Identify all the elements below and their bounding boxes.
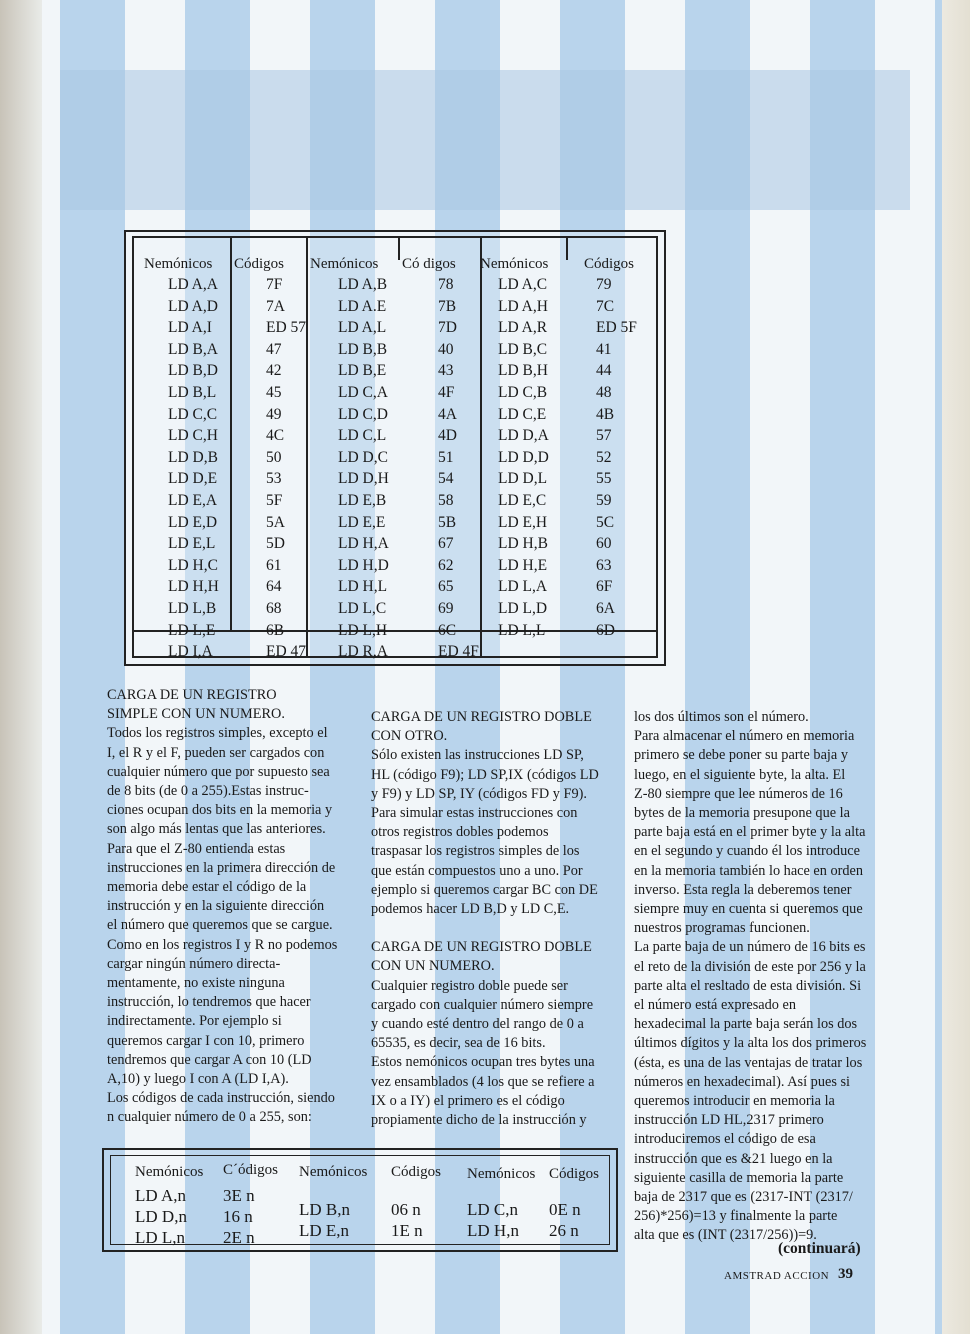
- text-line: Estos nemónicos ocupan tres bytes una: [371, 1054, 595, 1071]
- table-cell-mnemonic: LD C,L: [338, 427, 387, 445]
- table-cell-code: 6D: [596, 621, 615, 639]
- text-line: inverso. Esta regla la deberemos tener: [634, 881, 852, 898]
- table-cell-code: 1E n: [391, 1221, 423, 1240]
- table-cell-code: 7F: [266, 276, 283, 293]
- table-cell-mnemonic: LD H,L: [338, 578, 388, 596]
- body-text: [107, 724, 354, 1127]
- table-cell-code: 69: [438, 600, 454, 617]
- table-cell-mnemonic: LD H,E: [498, 556, 548, 574]
- text-line: IX o a IY) el primero es el código: [371, 1092, 565, 1109]
- text-line: y F9) y LD SP, IY (códigos FD y F9).: [371, 785, 587, 802]
- table-cell-mnemonic: LD E,H: [498, 513, 548, 531]
- table-cell-mnemonic: LD A,L: [338, 319, 387, 337]
- table-cell-mnemonic: LD E,A: [168, 492, 218, 509]
- table-cell-code: 48: [596, 384, 612, 401]
- table-cell-code: 68: [266, 600, 282, 617]
- column-divider: [480, 238, 482, 658]
- table-cell-code: 5A: [266, 513, 285, 531]
- table-cell-mnemonic: LD B,E: [338, 362, 387, 380]
- text-line: vez ensamblados (4 los que se refiere a: [371, 1073, 595, 1090]
- table-cell-code: 7A: [266, 297, 285, 315]
- table-cell-mnemonic: LD A,I: [168, 319, 212, 337]
- table-cell-mnemonic: LD L,n: [135, 1228, 186, 1247]
- table-cell-code: 59: [596, 492, 612, 509]
- table-cell-code: 44: [596, 362, 612, 380]
- body-text: [371, 746, 616, 919]
- section-heading: CARGA DE UN REGISTRO DOBLE: [371, 709, 592, 725]
- table-cell-code: 4C: [266, 427, 285, 445]
- table-cell-code: 60: [596, 535, 612, 553]
- table-cell-code: 55: [596, 470, 612, 488]
- table-cell-code: 7C: [596, 297, 615, 315]
- table-cell-code: 61: [266, 556, 282, 574]
- column-divider: [230, 238, 232, 630]
- text-line: y cuando esté dentro del rango de 0 a: [371, 1016, 584, 1033]
- table-cell-mnemonic: LD B,C: [498, 340, 548, 358]
- header-mnemonics-2: Nemónicos: [299, 1164, 368, 1180]
- table-cell-mnemonic: LD C,n: [467, 1200, 518, 1219]
- table-cell-mnemonic: LD A,D: [168, 297, 218, 315]
- table-cell-mnemonic: LD L,E: [168, 621, 216, 639]
- header-codes-1: Códigos: [234, 256, 285, 272]
- table-cell-mnemonic: LD C,H: [168, 427, 218, 445]
- table-cell-code: ED 47: [266, 643, 307, 661]
- table-cell-code: 16 n: [223, 1207, 253, 1226]
- body-text: [371, 977, 616, 1131]
- background-title-band: [60, 70, 910, 210]
- table-cell-code: 5C: [596, 513, 615, 531]
- table-cell-mnemonic: LD B,A: [168, 340, 218, 358]
- magazine-name: AMSTRAD ACCION: [724, 1270, 830, 1282]
- table-cell-code: ED 4F: [438, 643, 479, 661]
- table-cell-mnemonic: LD A,A: [168, 276, 218, 293]
- table-cell-mnemonic: LD H,H: [168, 578, 219, 596]
- table-cell-code: 7B: [438, 297, 457, 315]
- text-line: 256)*256)=13 y finalmente la parte: [634, 1208, 838, 1225]
- table-cell-mnemonic: LD D,D: [498, 448, 549, 466]
- header-mnemonics-1: Nemónicos: [135, 1164, 204, 1180]
- table-cell-mnemonic: LD C,B: [498, 384, 548, 401]
- text-line: el número está expresado en: [634, 997, 796, 1014]
- text-line: Todos los registros simples, excepto el: [107, 725, 328, 742]
- table-cell-mnemonic: LD E,n: [299, 1221, 350, 1240]
- text-line: baja de 2317 que es (2317-INT (2317/: [634, 1189, 853, 1206]
- table-cell-code: 64: [266, 578, 282, 596]
- text-line: introduciremos el código de esa: [634, 1131, 816, 1148]
- text-line: primero se debe poner su parte baja y: [634, 747, 848, 764]
- table-cell-code: 06 n: [391, 1200, 421, 1219]
- table-cell-mnemonic: LD E,L: [168, 535, 216, 553]
- text-line: otros registros dobles podemos: [371, 824, 549, 841]
- text-line: propiamente dicho de la instrucción y: [371, 1112, 587, 1129]
- table-cell-mnemonic: LD H,D: [338, 556, 389, 574]
- table-cell-mnemonic: LD E,E: [338, 513, 386, 531]
- table-cell-code: 53: [266, 470, 282, 488]
- text-line: alta que es (INT (2317/256))=9.: [634, 1227, 817, 1244]
- column-divider: [398, 238, 400, 260]
- text-line: Como en los registros I y R no podemos: [107, 936, 338, 953]
- table-cell-mnemonic: LD L,C: [338, 600, 387, 617]
- section-heading: CON OTRO.: [371, 728, 448, 745]
- text-line: queremos introducir en memoria la: [634, 1093, 835, 1110]
- table-cell-mnemonic: LD L,D: [498, 600, 548, 617]
- table-cell-code: 0E n: [549, 1200, 581, 1219]
- text-line: HL (código F9); LD SP,IX (códigos LD: [371, 766, 599, 783]
- header-codes-3: Códigos: [549, 1166, 600, 1182]
- table-cell-mnemonic: LD B,D: [168, 362, 218, 380]
- table-cell-code: 49: [266, 405, 282, 423]
- header-mnemonics-2: Nemónicos: [310, 256, 379, 272]
- table-cell-mnemonic: LD B,n: [299, 1200, 350, 1219]
- table-cell-code: 40: [438, 340, 454, 358]
- table-cell-mnemonic: LD L,L: [498, 621, 546, 639]
- body-text: [634, 708, 877, 1246]
- text-line: mentamente, no existe ninguna: [107, 975, 285, 992]
- text-line: (ésta, es una de las ventajas de tratar los: [634, 1054, 863, 1071]
- text-line: Para simular estas instrucciones con: [371, 805, 578, 822]
- table-cell-mnemonic: LD A,H: [498, 297, 548, 315]
- text-line: I, el R y el F, pueden ser cargados con: [107, 744, 325, 761]
- table-cell-code: 63: [596, 556, 612, 574]
- table-cell-code: 4B: [596, 405, 615, 423]
- header-mnemonics-3: Nemónicos: [467, 1166, 536, 1182]
- text-line: instrucción, lo tendremos que hacer: [107, 994, 311, 1011]
- text-line: instrucciones en la primera dirección de: [107, 859, 336, 876]
- text-line: cargar ningún número directa-: [107, 955, 281, 972]
- opcode-table-immediate: [102, 1148, 618, 1252]
- text-line: parte baja está en el primer byte y la alta: [634, 824, 866, 841]
- table-cell-mnemonic: LD D,L: [498, 470, 548, 488]
- section-heading: CARGA DE UN REGISTRO DOBLE: [371, 939, 592, 956]
- table-cell-code: 6F: [596, 578, 613, 596]
- section-heading: SIMPLE CON UN NUMERO.: [107, 706, 285, 723]
- table-cell-code: 41: [596, 340, 612, 358]
- opcode-table-frame: [110, 1155, 610, 1245]
- table-cell-mnemonic: LD L,A: [498, 578, 548, 596]
- table-cell-mnemonic: LD A,B: [338, 276, 388, 293]
- table-cell-mnemonic: LD H,C: [168, 556, 218, 574]
- table-cell-code: 51: [438, 448, 454, 466]
- table-cell-code: 79: [596, 276, 612, 293]
- table-cell-mnemonic: LD L,H: [338, 621, 388, 639]
- table-cell-code: 54: [438, 470, 454, 488]
- table-cell-code: 4A: [438, 405, 457, 423]
- text-line: el reto de la división de este por 256 y la: [634, 958, 866, 975]
- text-line: queremos cargar I con 10, primero: [107, 1032, 305, 1049]
- text-line: podemos hacer LD B,D y LD C,E.: [371, 901, 570, 918]
- table-cell-mnemonic: LD R,A: [338, 643, 388, 661]
- table-cell-mnemonic: LD D,B: [168, 448, 218, 466]
- table-cell-code: 47: [266, 340, 282, 358]
- column-divider: [566, 238, 568, 260]
- section-heading: CON UN NUMERO.: [371, 958, 495, 975]
- text-line: instrucción LD HL,2317 primero: [634, 1112, 824, 1129]
- text-line: en la memoria también lo hace en orden: [634, 862, 864, 879]
- page-number: 39: [838, 1266, 853, 1282]
- table-cell-code: 67: [438, 535, 454, 553]
- table-cell-mnemonic: LD B,B: [338, 340, 388, 358]
- table-cell-code: 3E n: [223, 1186, 255, 1205]
- text-line: La parte baja de un número de 16 bits es: [634, 939, 866, 956]
- table-cell-code: 78: [438, 276, 454, 293]
- table-cell-code: 52: [596, 448, 612, 466]
- table-cell-mnemonic: LD C,C: [168, 405, 218, 423]
- table-cell-mnemonic: LD D,C: [338, 448, 388, 466]
- table-cell-code: 65: [438, 578, 454, 596]
- header-mnemonics-3: Nemónicos: [480, 256, 549, 272]
- text-line: n cualquier número de 0 a 255, son:: [107, 1109, 312, 1126]
- table-cell-code: 4D: [438, 427, 457, 445]
- table-cell-mnemonic: LD H,B: [498, 535, 548, 553]
- text-line: parte alta el resltado de esta división. Si: [634, 977, 862, 994]
- text-line: nuestros programas funcionen.: [634, 920, 810, 937]
- text-line: Sólo existen las instrucciones LD SP,: [371, 747, 584, 764]
- table-cell-code: 57: [596, 427, 612, 445]
- text-line: ejemplo si queremos cargar BC con DE: [371, 881, 598, 898]
- table-cell-mnemonic: LD D,H: [338, 470, 389, 488]
- text-line: instrucción que es &21 luego en la: [634, 1150, 833, 1167]
- text-line: cargado con cualquier número siempre: [371, 996, 594, 1013]
- text-line: números en hexadecimal). Así pues si: [634, 1073, 850, 1090]
- text-line: los dos últimos son el número.: [634, 709, 809, 725]
- page-binding-shadow: [0, 0, 42, 1334]
- table-cell-code: 6A: [596, 600, 615, 617]
- text-line: siempre muy en cuenta si queremos que: [634, 901, 863, 918]
- header-codes-3: Códigos: [584, 256, 635, 272]
- opcode-table-frame: [132, 236, 658, 661]
- table-cell-code: ED 57: [266, 319, 307, 337]
- text-line: cualquier número que por supuesto sea: [107, 763, 330, 780]
- table-cell-code: 6B: [266, 621, 285, 639]
- table-cell-mnemonic: LD B,H: [498, 362, 548, 380]
- text-line: el número que queremos que se cargue.: [107, 917, 333, 934]
- table-cell-code: 5B: [438, 513, 457, 531]
- table-cell-mnemonic: LD C,D: [338, 405, 388, 423]
- text-line: ciones ocupan dos bits en la memoria y: [107, 802, 333, 819]
- header-mnemonics-1: Nemónicos: [144, 256, 213, 272]
- text-line: de 8 bits (de 0 a 255).Estas instruc-: [107, 783, 309, 800]
- table-cell-code: 2E n: [223, 1228, 255, 1247]
- table-cell-code: 26 n: [549, 1221, 579, 1240]
- table-cell-mnemonic: LD D,n: [135, 1207, 187, 1226]
- table-cell-mnemonic: LD H,n: [467, 1221, 519, 1240]
- text-line: Los códigos de cada instrucción, siendo: [107, 1090, 335, 1107]
- continued-note: (continuará): [778, 1240, 861, 1257]
- text-column-1: [107, 686, 354, 1128]
- table-cell-mnemonic: LD I,A: [168, 643, 213, 661]
- table-cell-mnemonic: LD A,R: [498, 319, 548, 337]
- text-line: en el segundo y cuando él los introduce: [634, 843, 860, 860]
- table-cell-code: 5D: [266, 535, 285, 553]
- table-cell-code: 7D: [438, 319, 457, 337]
- table-cell-mnemonic: LD A.E: [338, 297, 387, 315]
- text-line: Para que el Z-80 entienda estas: [107, 840, 286, 857]
- table-cell-mnemonic: LD B,L: [168, 384, 217, 401]
- text-line: instrucción y en la siguiente dirección: [107, 898, 325, 915]
- header-codes-2: Có digos: [402, 256, 456, 272]
- text-line: hexadecimal la parte baja serán los dos: [634, 1016, 858, 1033]
- table-cell-mnemonic: LD L,B: [168, 600, 217, 617]
- text-column-2: [371, 708, 616, 1130]
- table-cell-code: 45: [266, 384, 282, 401]
- text-line: Cualquier registro doble puede ser: [371, 977, 568, 994]
- table-cell-code: 58: [438, 492, 454, 509]
- header-codes-2: Códigos: [391, 1164, 442, 1180]
- table-cell-mnemonic: LD E,D: [168, 513, 218, 531]
- text-line: memoria debe estar el código de la: [107, 879, 307, 896]
- table-cell-code: 43: [438, 362, 454, 380]
- table-cell-mnemonic: LD C,E: [498, 405, 547, 423]
- table-cell-mnemonic: LD D,A: [498, 427, 549, 445]
- table-cell-mnemonic: LD C,A: [338, 384, 388, 401]
- text-line: traspasar los registros simples de los: [371, 843, 580, 860]
- text-line: Z-80 siempre que lee números de 16: [634, 785, 843, 802]
- text-line: Para almacenar el número en memoria: [634, 728, 855, 745]
- table-cell-code: 42: [266, 362, 282, 380]
- table-cell-code: 50: [266, 448, 282, 466]
- section-heading: CARGA DE UN REGISTRO: [107, 687, 277, 703]
- table-cell-mnemonic: LD E,C: [498, 492, 547, 509]
- table-cell-mnemonic: LD A,C: [498, 276, 548, 293]
- header-codes-1: C´ódigos: [223, 1162, 279, 1178]
- text-column-3: [634, 708, 877, 1246]
- text-line: indirectamente. Por ejemplo si: [107, 1013, 282, 1030]
- page-edge: [942, 0, 970, 1334]
- table-cell-code: 5F: [266, 492, 283, 509]
- text-line: bytes de la memoria presupone que la: [634, 805, 850, 822]
- table-cell-mnemonic: LD H,A: [338, 535, 389, 553]
- text-line: que están compuestos uno a uno. Por: [371, 862, 583, 879]
- table-cell-mnemonic: LD D,E: [168, 470, 218, 488]
- table-cell-mnemonic: LD A,n: [135, 1186, 186, 1205]
- text-line: siguiente casilla de memoria la parte: [634, 1169, 844, 1186]
- text-line: luego, en el siguiente byte, la alta. El: [634, 766, 846, 783]
- table-cell-mnemonic: LD E,B: [338, 492, 387, 509]
- text-line: son algo más lentas que las anteriores.: [107, 821, 326, 838]
- table-cell-code: ED 5F: [596, 319, 637, 337]
- text-line: A,10) y luego I con A (LD I,A).: [107, 1071, 289, 1088]
- table-cell-code: 6C: [438, 621, 457, 639]
- column-divider: [306, 238, 308, 658]
- text-line: tendremos que cargar A con 10 (LD: [107, 1051, 312, 1068]
- text-line: 65535, es decir, sea de 16 bits.: [371, 1035, 546, 1052]
- table-cell-code: 4F: [438, 384, 455, 401]
- opcode-table-8bit: [124, 230, 666, 666]
- text-line: últimos dígitos y la alta los dos primeros: [634, 1035, 867, 1052]
- table-cell-code: 62: [438, 556, 454, 574]
